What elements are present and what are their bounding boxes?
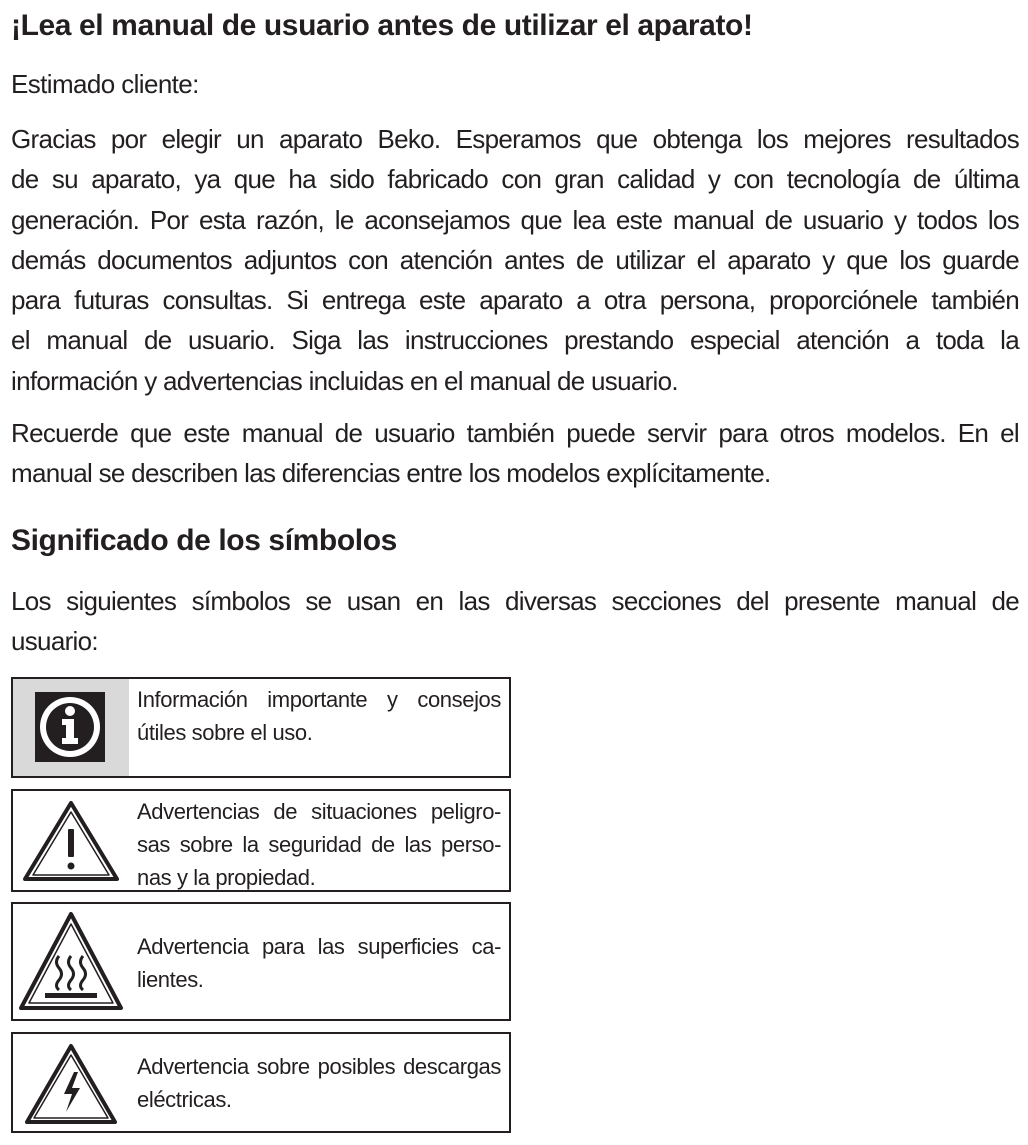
symbol-box-warning <box>11 789 511 892</box>
symbol-box-info <box>11 677 511 778</box>
models-note-paragraph <box>11 413 1019 494</box>
symbol-box-hot-surface <box>11 902 511 1021</box>
symbol-text-line: Información importante y consejos <box>137 687 501 712</box>
symbol-box-electric-shock <box>11 1032 511 1133</box>
paragraph-line: Gracias por elegir un aparato Beko. Esperamos que obtenga los mejores resultados <box>11 124 1019 154</box>
paragraph-line: generación. Por esta razón, le aconsejamos que lea este manual de usuario y todos los <box>11 204 1019 235</box>
paragraph-line: el manual de usuario. Siga las instrucciones prestando especial atención a toda la <box>11 325 1019 356</box>
page-title: ¡Lea el manual de usuario antes de utilizar el aparato! <box>11 9 753 42</box>
symbol-text-line: eléctricas. <box>137 1087 232 1112</box>
paragraph-line: demás documentos adjuntos con atención antes de utilizar el aparato y que los guarde <box>11 244 1019 275</box>
paragraph-line: información y advertencias incluidas en el manual de usuario. <box>11 365 678 396</box>
symbol-description <box>129 904 509 1019</box>
symbol-text-line: útiles sobre el uso. <box>137 720 313 745</box>
symbols-intro-paragraph <box>11 581 1019 662</box>
salutation: Estimado cliente: <box>11 69 199 99</box>
paragraph-line: de su aparato, ya que ha sido fabricado con gran calidad y con tecnología de última <box>11 164 1019 195</box>
hot-surface-icon <box>13 904 129 1019</box>
electric-shock-icon <box>13 1034 129 1131</box>
symbol-text-line: nas y la propiedad. <box>137 865 316 890</box>
intro-paragraph <box>11 119 1019 401</box>
paragraph-line: Los siguientes símbolos se usan en las diversas secciones del presente manual de <box>11 586 1019 616</box>
paragraph-line: Recuerde que este manual de usuario también puede servir para otros modelos. En el <box>11 418 1019 448</box>
info-icon <box>13 679 129 776</box>
section-title: Significado de los símbolos <box>11 524 397 557</box>
symbol-description <box>129 1034 509 1131</box>
symbol-description <box>129 679 509 776</box>
symbol-description <box>129 791 509 890</box>
symbol-text-line: sas sobre la seguridad de las perso- <box>137 832 501 857</box>
paragraph-line: usuario: <box>11 626 98 657</box>
symbol-text-line: Advertencias de situaciones peligro- <box>137 799 501 824</box>
warning-triangle-icon <box>13 791 129 890</box>
paragraph-line: para futuras consultas. Si entrega este aparato a otra persona, proporciónele también <box>11 285 1019 316</box>
symbol-text-line: Advertencia para las superficies ca- <box>137 934 501 959</box>
symbol-text-line: Advertencia sobre posibles descargas <box>137 1054 501 1079</box>
paragraph-line: manual se describen las diferencias entre los modelos explícitamente. <box>11 458 771 489</box>
symbol-text-line: lientes. <box>137 967 204 992</box>
